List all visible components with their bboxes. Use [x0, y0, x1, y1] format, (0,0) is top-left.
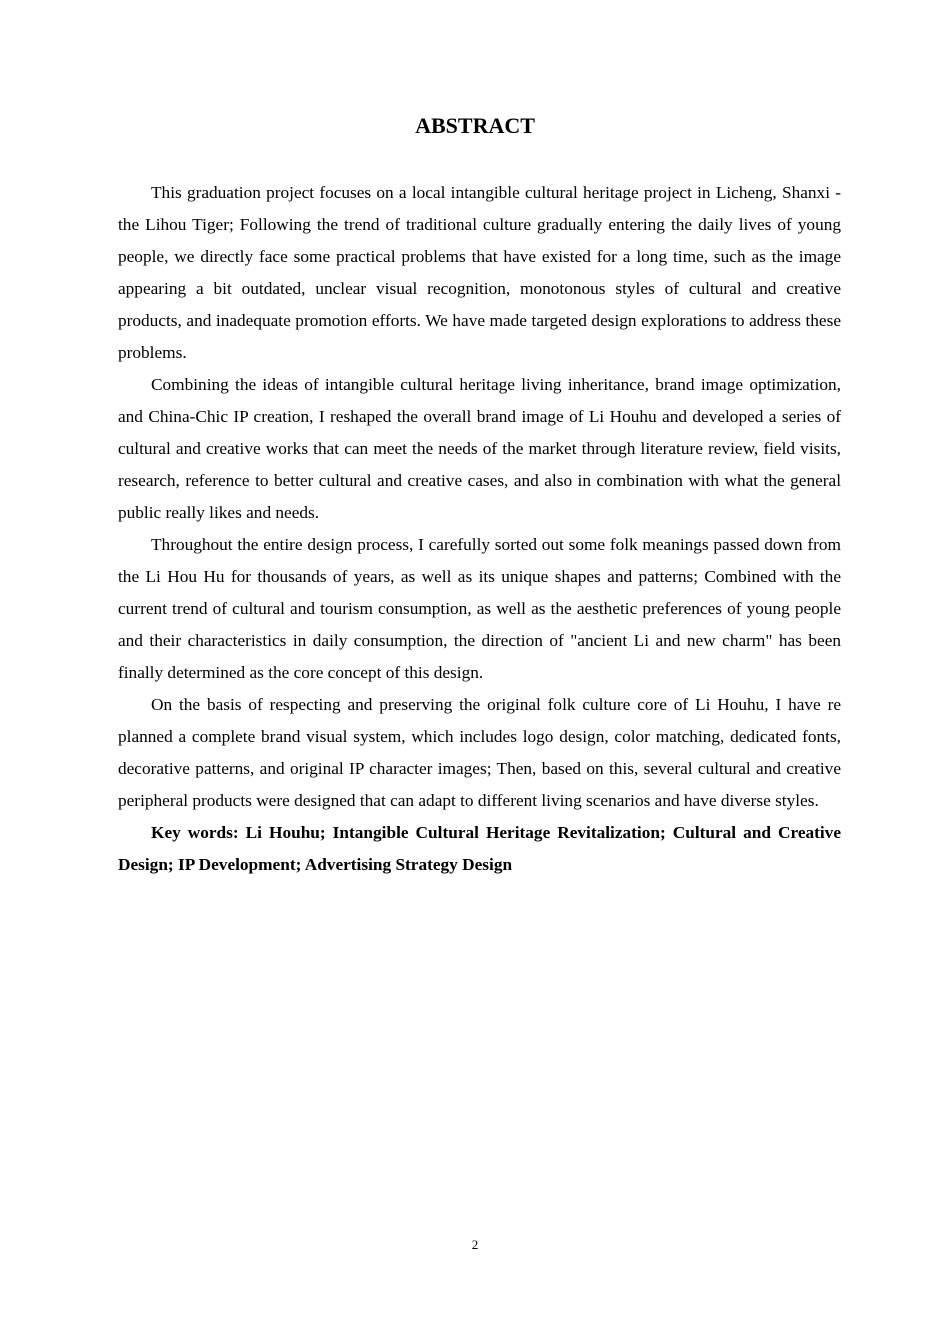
abstract-paragraph-4: On the basis of respecting and preserving the original folk culture core of Li Houhu, I have re planned a complete brand visual system, which includes logo design, color matching, dedicated fonts, decorative patterns, and original IP character images; Then, based on this, several cultural and creative peripheral products were designed that can adapt to different living scenarios and have diverse styles. [118, 695, 841, 810]
abstract-paragraph-2: Combining the ideas of intangible cultural heritage living inheritance, brand image optimization, and China-Chic IP creation, I reshaped the overall brand image of Li Houhu and developed a series of cultural and creative works that can meet the needs of the market through literature review, field visits, research, reference to better cultural and creative cases, and also in combination with what the general public really likes and needs. [118, 375, 841, 522]
abstract-paragraph-1: This graduation project focuses on a local intangible cultural heritage project in Licheng, Shanxi - the Lihou Tiger; Following the trend of traditional culture gradually entering the daily lives of young people, we directly face some practical problems that have existed for a long time, such as the image appearing a bit outdated, unclear visual recognition, monotonous styles of cultural and creative products, and inadequate promotion efforts. We have made targeted design explorations to address these problems. [118, 183, 841, 362]
page-number: 2 [471, 1237, 479, 1252]
keywords-paragraph: Key words: Li Houhu; Intangible Cultural Heritage Revitalization; Cultural and Creative Design; IP Development; Advertising Strategy Design [118, 823, 841, 874]
abstract-paragraph-3: Throughout the entire design process, I carefully sorted out some folk meanings passed down from the Li Hou Hu for thousands of years, as well as its unique shapes and patterns; Combined with the current trend of cultural and tourism consumption, as well as the aesthetic preferences of young people and their characteristics in daily consumption, the direction of "ancient Li and new charm" has been finally determined as the core concept of this design. [118, 535, 841, 682]
abstract-body [118, 177, 841, 881]
abstract-title: ABSTRACT [415, 113, 535, 138]
